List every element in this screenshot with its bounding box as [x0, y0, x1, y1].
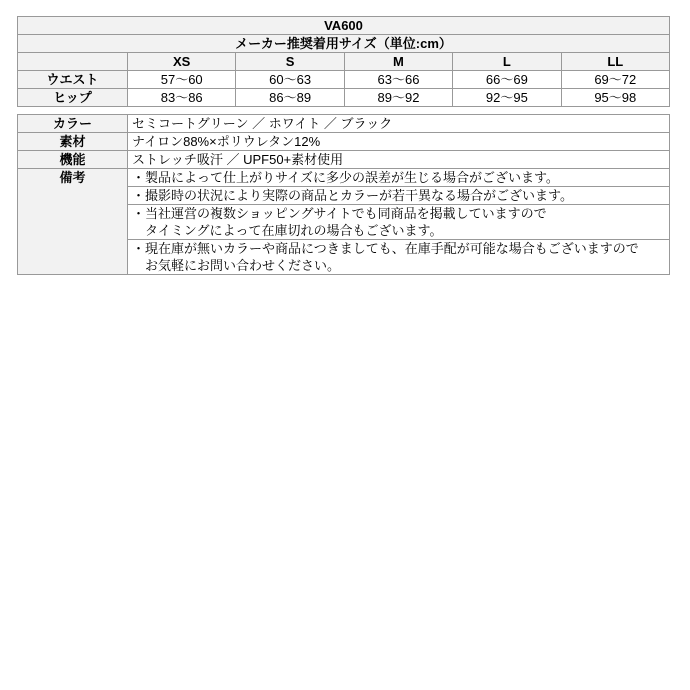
table-row [18, 115, 670, 133]
table-row [18, 89, 670, 107]
note-line: ・製品によって仕上がりサイズに多少の誤差が生じる場合がございます。 [132, 170, 559, 185]
color-row-value: セミコートグリーン ／ ホワイト ／ ブラック [128, 115, 670, 133]
hip-s: 86〜89 [236, 89, 344, 107]
waist-ll: 69〜72 [561, 71, 669, 89]
table-row [18, 71, 670, 89]
waist-s: 60〜63 [236, 71, 344, 89]
note-item [128, 169, 670, 187]
size-column-l: L [453, 53, 561, 71]
notes-row-label: 備考 [18, 169, 128, 275]
size-table-subtitle-row [18, 35, 670, 53]
size-column-xs: XS [128, 53, 236, 71]
size-table-title-row [18, 17, 670, 35]
size-corner-cell [18, 53, 128, 71]
size-table [17, 16, 670, 107]
waist-row-label: ウエスト [18, 71, 128, 89]
note-line: お気軽にお問い合わせください。 [145, 258, 341, 273]
note-line: ・現在庫が無いカラーや商品につきましても、在庫手配が可能な場合もございますので [132, 241, 639, 256]
hip-l: 92〜95 [453, 89, 561, 107]
table-row [18, 133, 670, 151]
note-item [128, 240, 670, 275]
note-line: ・撮影時の状況により実際の商品とカラーが若干異なる場合がございます。 [132, 188, 573, 203]
note-line: ・当社運営の複数ショッピングサイトでも同商品を掲載していますので [132, 206, 547, 221]
hip-row-label: ヒップ [18, 89, 128, 107]
color-row-label: カラー [18, 115, 128, 133]
note-item [128, 187, 670, 205]
size-column-ll: LL [561, 53, 669, 71]
waist-m: 63〜66 [344, 71, 452, 89]
hip-xs: 83〜86 [128, 89, 236, 107]
product-code: VA600 [18, 17, 670, 35]
function-row-value: ストレッチ吸汗 ／ UPF50+素材使用 [128, 151, 670, 169]
material-row-label: 素材 [18, 133, 128, 151]
hip-m: 89〜92 [344, 89, 452, 107]
notes-row [18, 169, 670, 187]
spec-table [17, 114, 670, 275]
waist-xs: 57〜60 [128, 71, 236, 89]
waist-l: 66〜69 [453, 71, 561, 89]
table-row [18, 151, 670, 169]
size-table-subtitle: メーカー推奨着用サイズ（単位:cm） [18, 35, 670, 53]
note-item [128, 205, 670, 240]
note-line: タイミングによって在庫切れの場合もございます。 [145, 223, 443, 238]
size-table-header-row [18, 53, 670, 71]
size-column-s: S [236, 53, 344, 71]
function-row-label: 機能 [18, 151, 128, 169]
size-column-m: M [344, 53, 452, 71]
hip-ll: 95〜98 [561, 89, 669, 107]
material-row-value: ナイロン88%×ポリウレタン12% [128, 133, 670, 151]
